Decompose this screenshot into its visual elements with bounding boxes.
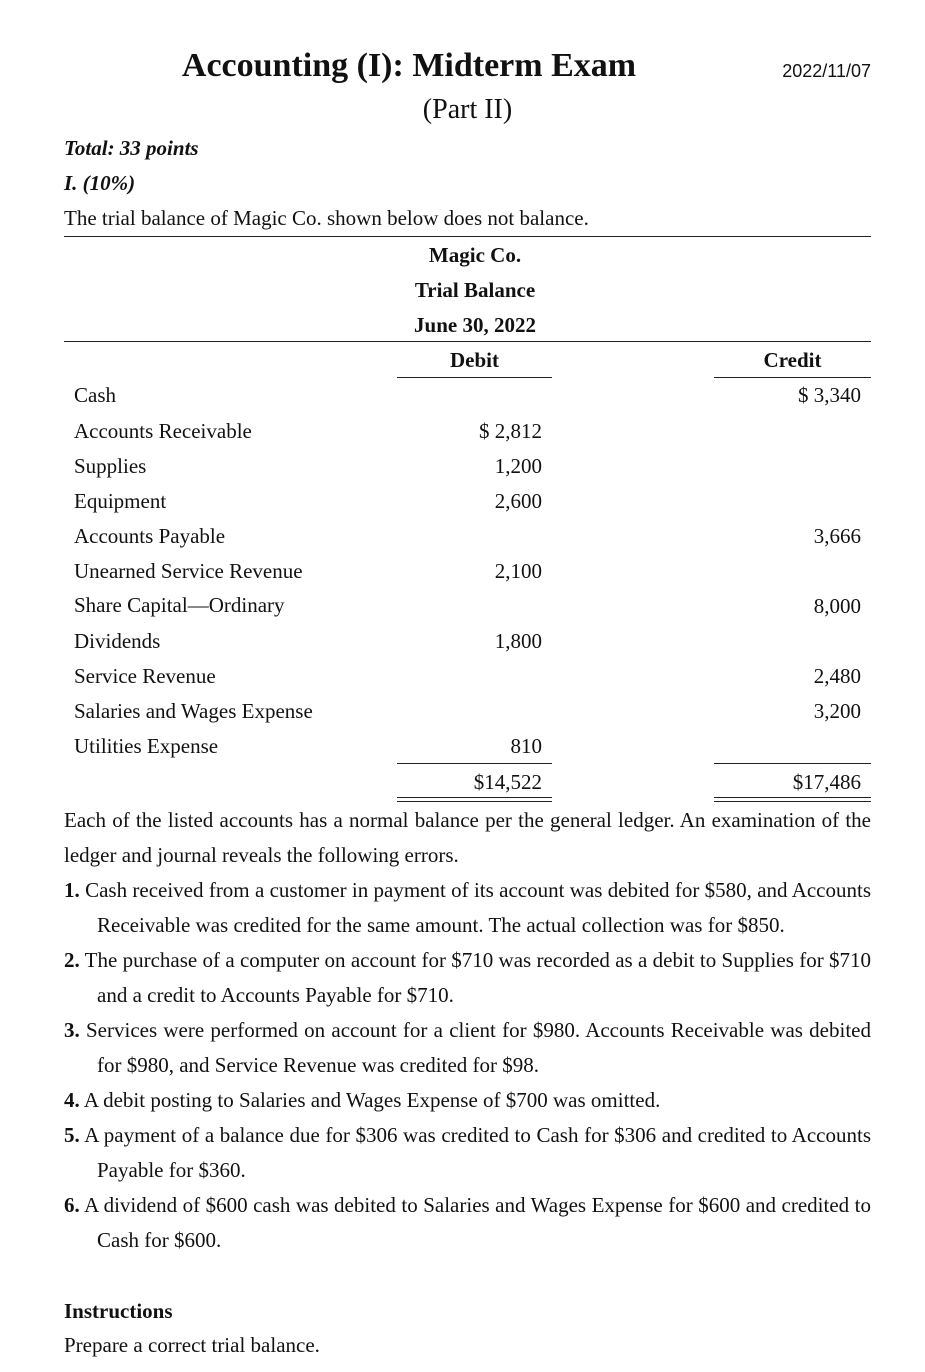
- account-name: Cash: [74, 383, 116, 407]
- item-number: 3.: [64, 1018, 80, 1042]
- credit-amount: 3,666: [813, 524, 861, 548]
- errors-list: [0, 873, 925, 1258]
- item-text: Cash received from a customer in payment of its account was debited for $580, and Accounts Receivable was credited for the same amount. The actual collection was for $850.: [85, 878, 872, 937]
- account-name: Salaries and Wages Expense: [74, 699, 313, 723]
- account-name: Accounts Payable: [74, 524, 226, 548]
- debit-amount: 1,200: [494, 454, 542, 478]
- statement-date: June 30, 2022: [414, 313, 536, 337]
- account-name: Service Revenue: [74, 664, 216, 688]
- statement-name: Trial Balance: [414, 278, 536, 302]
- instructions-text: Prepare a correct trial balance.: [64, 1333, 320, 1357]
- list-item: [64, 943, 871, 1013]
- list-item: [64, 1188, 871, 1258]
- item-text: A debit posting to Salaries and Wages Expense of $700 was omitted.: [83, 1088, 661, 1112]
- item-number: 2.: [64, 948, 80, 972]
- debit-amount: 1,800: [494, 629, 542, 653]
- item-text: The purchase of a computer on account for $710 was recorded as a debit to Supplies for $710 and a credit to Accounts Payable for $710.: [84, 948, 871, 1007]
- debit-total-double-underline: [397, 797, 552, 802]
- item-number: 5.: [64, 1123, 80, 1147]
- debit-total-underline: [397, 763, 552, 764]
- exam-subtitle: (Part II): [422, 94, 513, 125]
- debit-total: $14,522: [473, 770, 542, 794]
- credit-amount: 8,000: [813, 594, 861, 618]
- item-text: Services were performed on account for a client for $980. Accounts Receivable was debited for $980, and Service Revenue was credited for $98.: [86, 1018, 871, 1077]
- list-item: [64, 873, 871, 943]
- section-label: I. (10%): [64, 171, 136, 195]
- credit-amount: 2,480: [813, 664, 861, 688]
- account-name: Supplies: [74, 454, 147, 478]
- exam-title: Accounting (I): Midterm Exam: [181, 47, 637, 84]
- account-name: Dividends: [74, 629, 161, 653]
- intro-text: The trial balance of Magic Co. shown below does not balance.: [64, 206, 589, 230]
- top-rule: [64, 236, 871, 237]
- account-name: Share Capital—Ordinary: [74, 593, 285, 617]
- instructions-heading: Instructions: [64, 1299, 173, 1323]
- explanation-paragraph: Each of the listed accounts has a normal balance per the general ledger. An examination of the ledger and journal reveals the following errors.: [64, 808, 871, 867]
- account-name: Unearned Service Revenue: [74, 559, 303, 583]
- company-name: Magic Co.: [428, 243, 522, 267]
- account-name: Equipment: [74, 489, 167, 513]
- total-points: Total: 33 points: [64, 136, 199, 160]
- exam-date: 2022/11/07: [782, 61, 871, 81]
- debit-amount: 810: [510, 734, 542, 758]
- debit-header: Debit: [450, 348, 499, 372]
- debit-header-underline: [397, 377, 552, 378]
- item-text: A dividend of $600 cash was debited to Salaries and Wages Expense for $600 and credited to Cash for $600.: [84, 1193, 871, 1252]
- credit-total-double-underline: [714, 797, 871, 802]
- item-number: 6.: [64, 1193, 80, 1217]
- credit-header-underline: [714, 377, 871, 378]
- item-number: 4.: [64, 1088, 80, 1112]
- credit-amount: 3,200: [813, 699, 861, 723]
- list-item: [64, 1083, 871, 1118]
- heading-rule: [64, 341, 871, 342]
- item-number: 1.: [64, 878, 80, 902]
- list-item: [64, 1118, 871, 1188]
- credit-amount: $ 3,340: [798, 383, 861, 407]
- credit-total: $17,486: [792, 770, 861, 794]
- account-name: Utilities Expense: [74, 734, 219, 758]
- credit-header: Credit: [763, 348, 822, 372]
- debit-amount: 2,100: [494, 559, 542, 583]
- account-name: Accounts Receivable: [74, 419, 252, 443]
- debit-amount: 2,600: [494, 489, 542, 513]
- debit-amount: $ 2,812: [479, 419, 542, 443]
- list-item: [64, 1013, 871, 1083]
- credit-total-underline: [714, 763, 871, 764]
- item-text: A payment of a balance due for $306 was credited to Cash for $306 and credited to Accounts Payable for $360.: [84, 1123, 871, 1182]
